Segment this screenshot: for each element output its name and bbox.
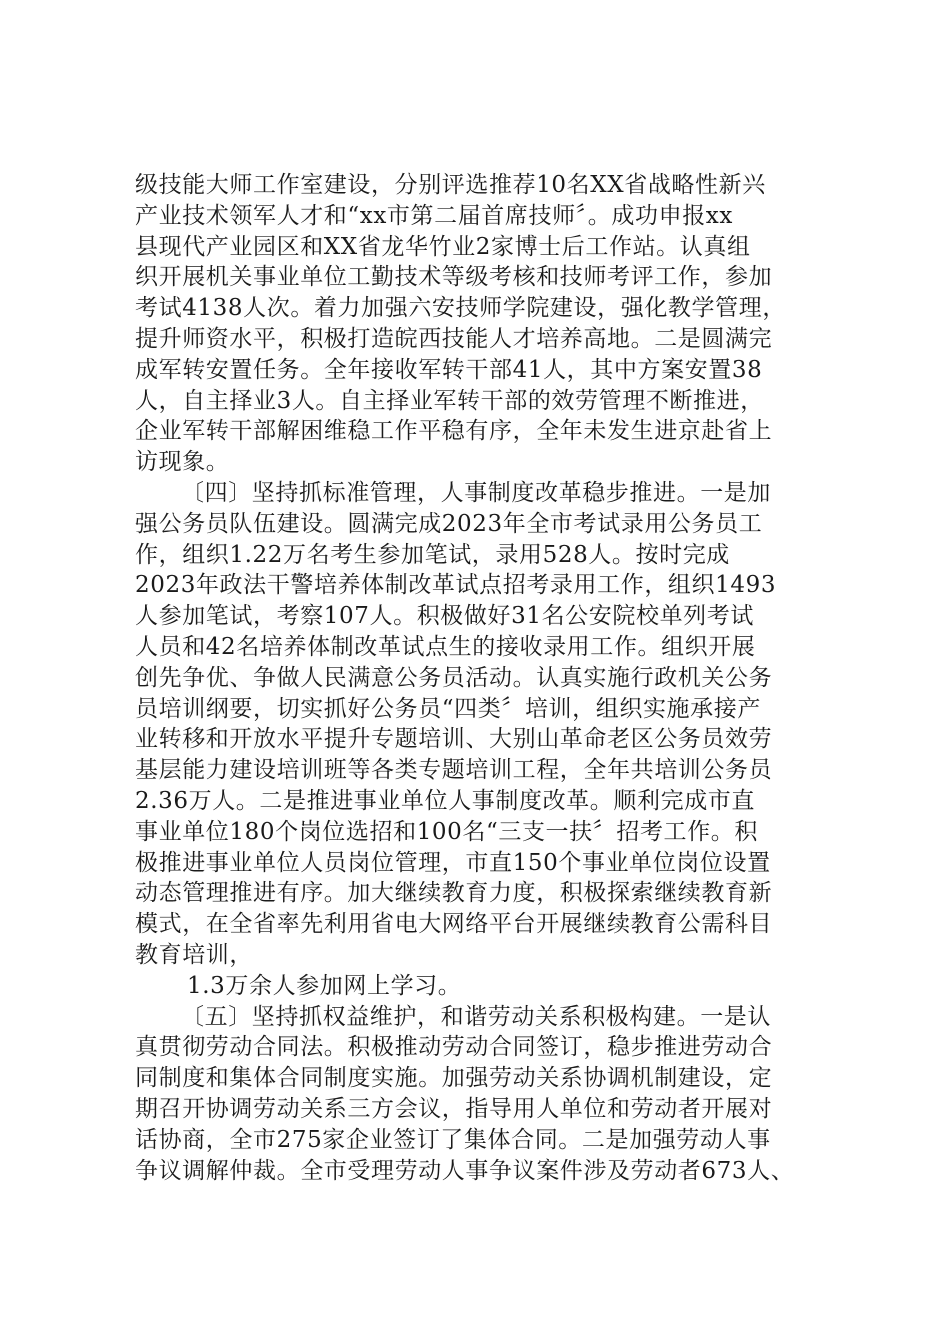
text-line: 同制度和集体合同制度实施。加强劳动关系协调机制建设，定: [135, 1065, 773, 1092]
paragraph-start-line: 1.3万余人参加网上学习。: [187, 972, 462, 999]
text-line: 级技能大师工作室建设，分别评选推荐10名XX省战略性新兴: [135, 172, 766, 198]
text-line: 模式，在全省率先利用省电大网络平台开展继续教育公需科目: [135, 911, 773, 938]
paragraph-start-line: 〔五〕坚持抓权益维护，和谐劳动关系积极构建。一是认: [181, 1003, 771, 1030]
text-line: 员培训纲要，切实抓好公务员“四类〞培训，组织实施承接产: [135, 695, 761, 722]
text-line: 业转移和开放水平提升专题培训、大别山革命老区公务员效劳: [135, 726, 773, 753]
text-line: 创先争优、争做人民满意公务员活动。认真实施行政机关公务: [135, 664, 773, 691]
text-line: 2.36万人。二是推进事业单位人事制度改革。顺利完成市直: [135, 787, 756, 814]
text-line: 提升师资水平，积极打造皖西技能人才培养高地。二是圆满完: [135, 325, 773, 352]
text-line: 争议调解仲裁。全市受理劳动人事争议案件涉及劳动者673人、: [135, 1157, 795, 1184]
text-line: 访现象。: [135, 449, 230, 476]
text-line: 产业技术领军人才和“xx市第二届首席技师〞。成功申报xx: [135, 202, 733, 229]
text-line: 动态管理推进有序。加大继续教育力度，积极探索继续教育新: [135, 880, 773, 907]
text-line: 强公务员队伍建设。圆满完成2023年全市考试录用公务员工: [135, 510, 763, 537]
text-line: 企业军转干部解困维稳工作平稳有序，全年未发生进京赴省上: [135, 418, 773, 445]
paragraph-start-line: 〔四〕坚持抓标准管理，人事制度改革稳步推进。一是加: [181, 479, 771, 506]
text-line: 成军转安置任务。全年接收军转干部41人，其中方案安置38: [135, 356, 763, 383]
text-line: 事业单位180个岗位选招和100名“三支一扶〞招考工作。积: [135, 818, 758, 845]
text-line: 作，组织1.22万名考生参加笔试，录用528人。按时完成: [135, 541, 730, 568]
text-line: 2023年政法干警培养体制改革试点招考录用工作，组织1493: [135, 572, 777, 599]
text-line: 人，自主择业3人。自主择业军转干部的效劳管理不断推进，: [135, 387, 764, 414]
text-line: 基层能力建设培训班等各类专题培训工程，全年共培训公务员: [135, 757, 773, 784]
text-line: 织开展机关事业单位工勤技术等级考核和技师考评工作，参加: [135, 264, 773, 291]
text-line: 教育培训，: [135, 941, 253, 968]
text-line: 县现代产业园区和XX省龙华竹业2家博士后工作站。认真组: [135, 233, 751, 260]
text-line: 真贯彻劳动合同法。积极推动劳动合同签订，稳步推进劳动合: [135, 1034, 773, 1061]
text-line: 人员和42名培养体制改革试点生的接收录用工作。组织开展: [135, 633, 756, 660]
text-line: 极推进事业单位人员岗位管理，市直150个事业单位岗位设置: [135, 849, 771, 876]
text-line: 期召开协调劳动关系三方会议，指导用人单位和劳动者开展对: [135, 1095, 773, 1122]
body-text: [135, 170, 825, 1186]
text-line: 话协商，全市275家企业签订了集体合同。二是加强劳动人事: [135, 1126, 771, 1153]
text-line: 考试4138人次。着力加强六安技师学院建设，强化教学管理，: [135, 295, 786, 322]
text-line: 人参加笔试，考察107人。积极做好31名公安院校单列考试: [135, 603, 754, 630]
